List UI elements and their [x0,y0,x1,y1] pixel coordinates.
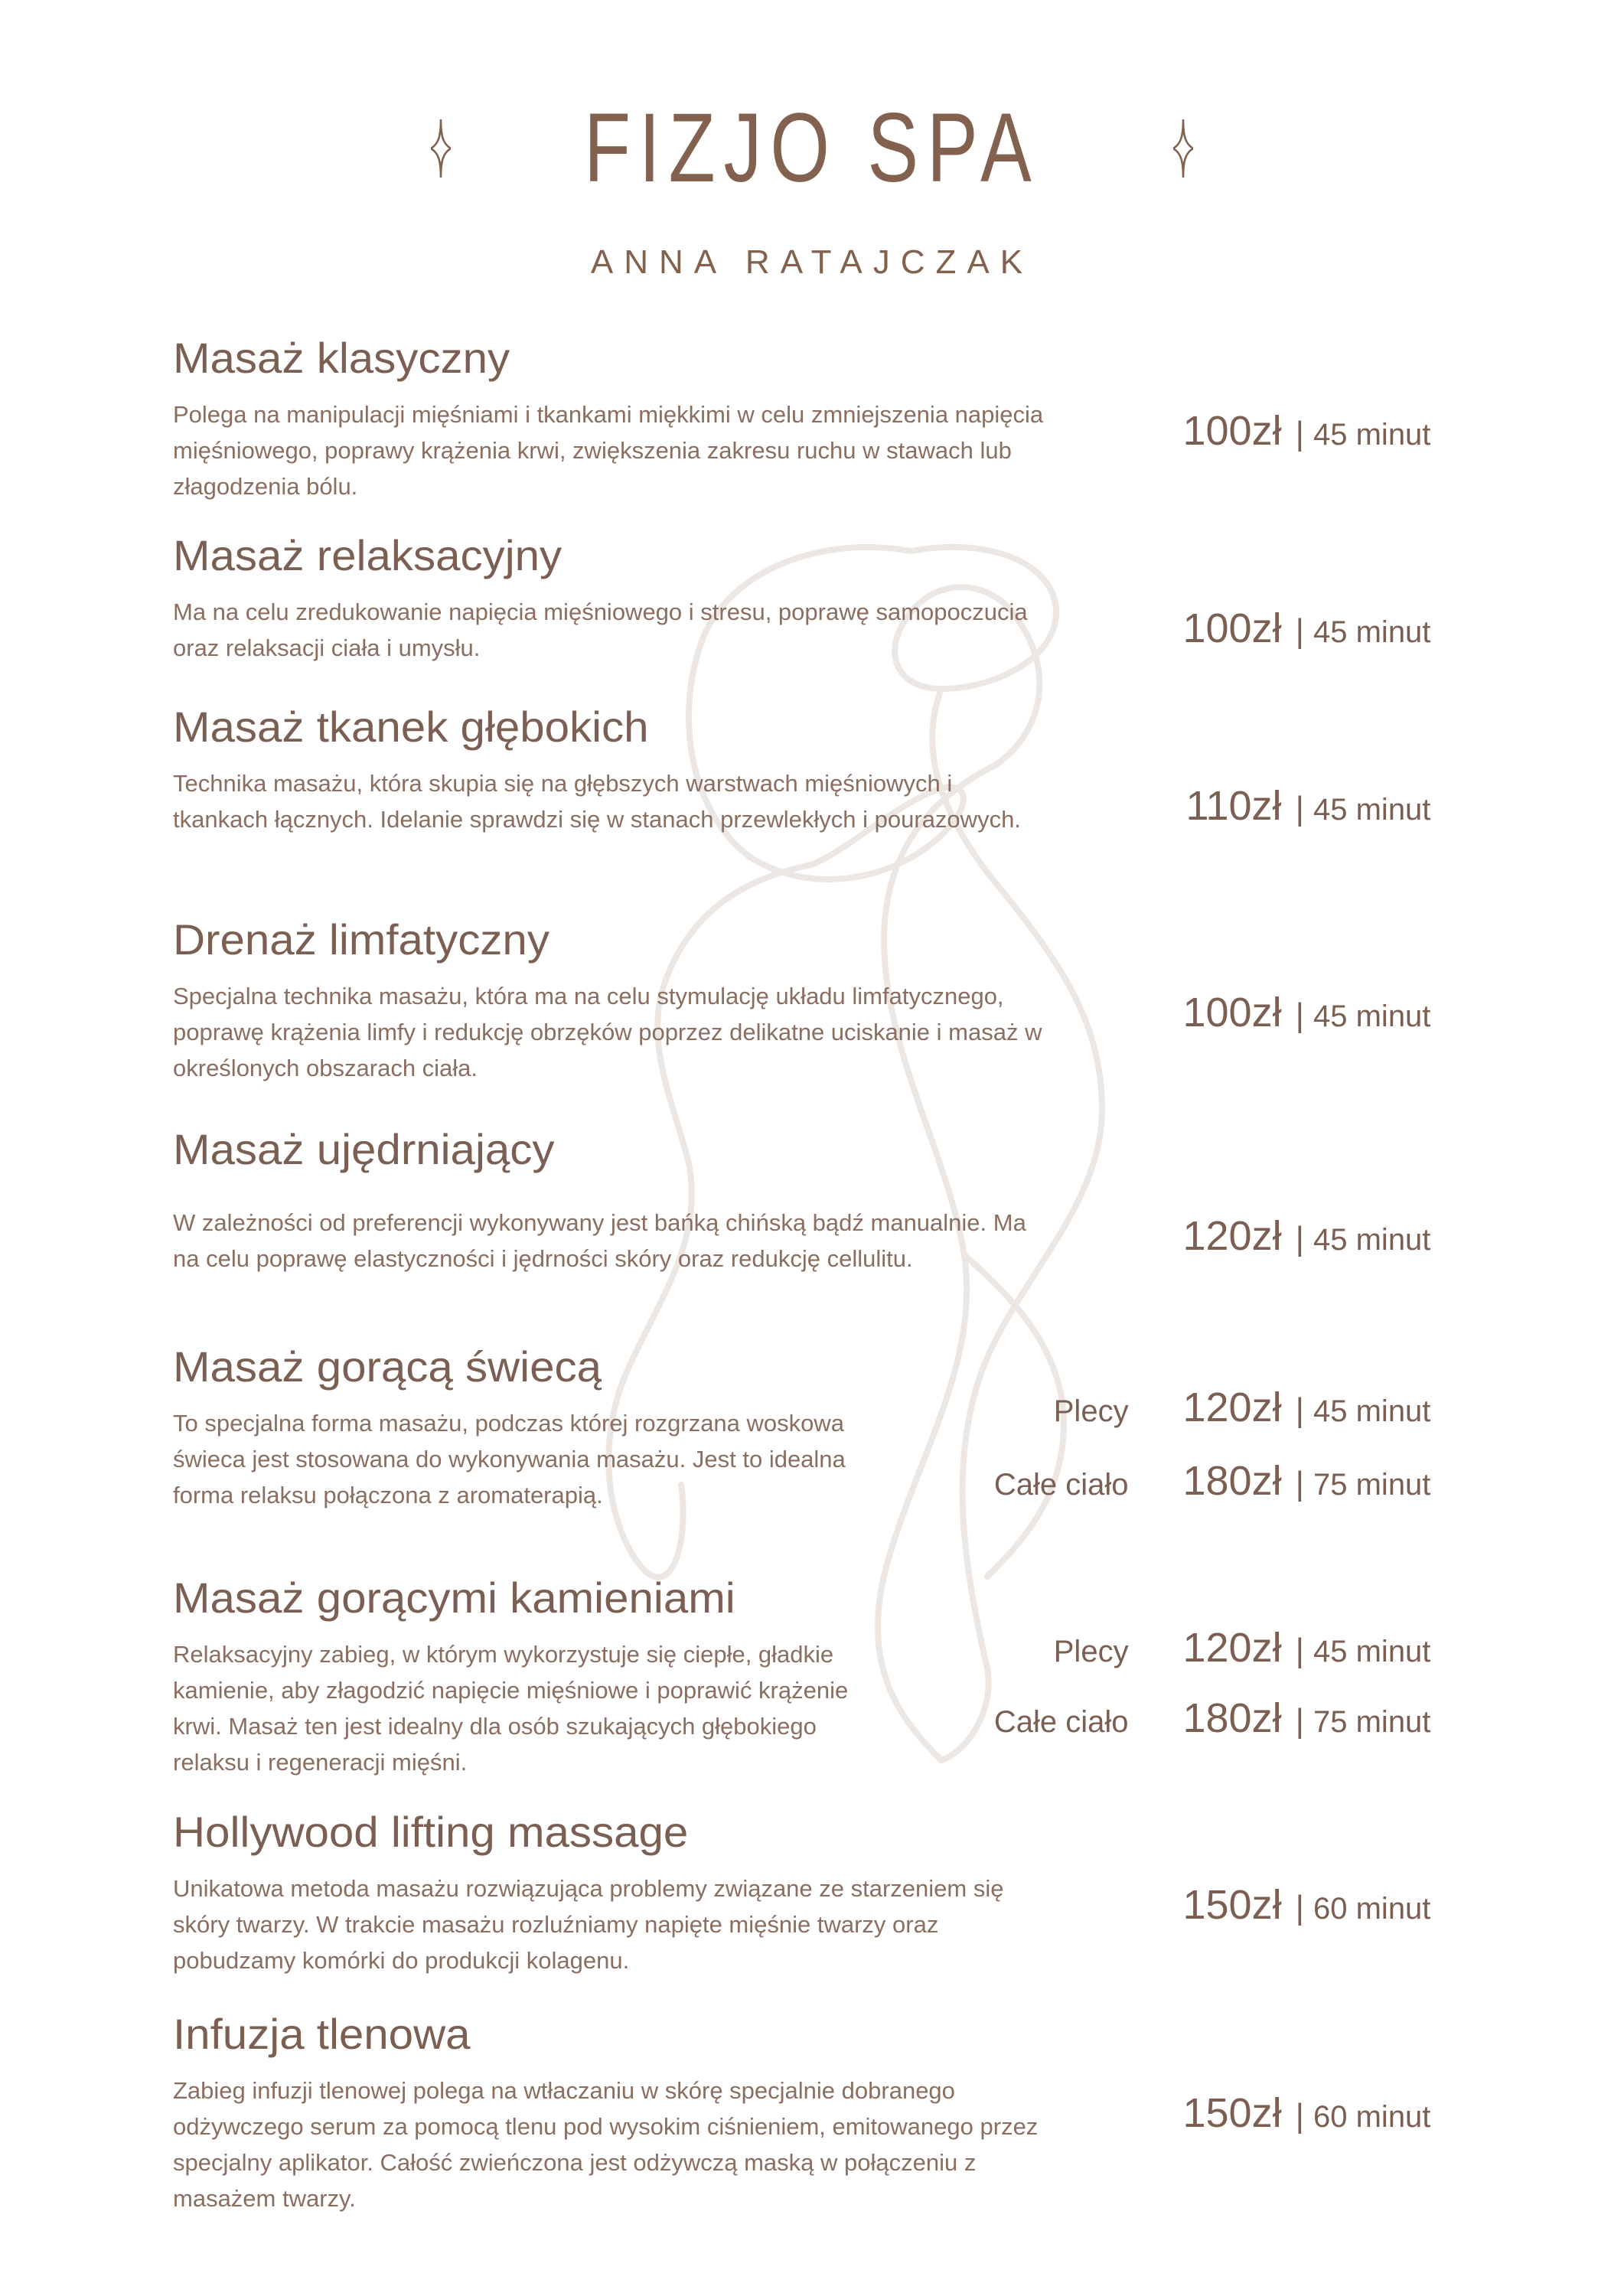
service-description: Specjalna technika masażu, która ma na celu stymulację układu limfatycznego, poprawę krążenia limfy i redukcję obrzęków poprzez delikatne uciskanie i masaż w określonych obszarach ciała. [173,983,1042,1081]
price: 180zł [1182,1695,1282,1741]
price: 100zł [1182,990,1282,1035]
price-variant: Plecy [1053,1635,1129,1668]
sparkle-icon [431,119,451,178]
service-description: Ma na celu zredukowanie napięcia mięśniowego i stresu, poprawę samopoczucia oraz relaksacji ciała i umysłu. [173,598,1028,661]
price-variant: Całe ciało [993,1705,1129,1739]
service-description: Technika masażu, która skupia się na głębszych warstwach mięśniowych i tkankach łącznych. Idelanie sprawdzi się w stanach przewlekłych i pourazowych. [173,770,1021,833]
duration: 45 minut [1313,418,1431,452]
price-row [1152,782,1474,830]
service-name: Drenaż limfatyczny [173,915,549,964]
duration: 60 minut [1313,2100,1431,2134]
separator: | [1295,1465,1304,1502]
price: 150zł [1182,2090,1282,2136]
price-row [994,1457,1474,1505]
service-description: Zabieg infuzji tlenowej polega na wtłaczaniu w skórę specjalnie dobranego odżywczego serum za pomocą tlenu pod wysokim ciśnieniem, emitowanego przez specjalny aplikator. Całość zwieńczona jest odżywczą maską w połączeniu z masażem twarzy. [173,2077,1039,2212]
service-description: Polega na manipulacji mięśniami i tkankami miękkimi w celu zmniejszenia napięcia mięśniowego, poprawy krążenia krwi, zwiększenia zakresu ruchu w stawach lub złagodzenia bólu. [173,401,1044,500]
duration: 60 minut [1313,1892,1431,1926]
separator: | [1295,612,1304,650]
page-title: FIZJO SPA [584,93,1040,203]
service-name: Masaż klasyczny [173,334,510,382]
price-row [1054,1624,1474,1671]
service-item [173,1342,1474,1513]
service-name: Hollywood lifting massage [173,1808,689,1856]
service-item [173,703,1474,837]
price: 180zł [1182,1458,1282,1504]
price: 100zł [1182,408,1282,454]
price-row [1152,989,1474,1036]
price-row [1152,605,1474,652]
duration: 75 minut [1313,1468,1431,1502]
separator: | [1295,1889,1304,1926]
price-row [994,1694,1474,1742]
duration: 75 minut [1313,1705,1431,1739]
header [0,93,1624,282]
service-item [173,1125,1474,1277]
owner-name: ANNA RATAJCZAK [590,243,1034,281]
service-name: Masaż ujędrniający [173,1125,555,1173]
title-row [0,93,1624,203]
separator: | [1295,2097,1304,2135]
duration: 45 minut [1313,793,1431,827]
separator: | [1295,996,1304,1034]
duration: 45 minut [1313,1635,1431,1668]
separator: | [1295,1391,1304,1429]
service-description: To specjalna forma masażu, podczas której rozgrzana woskowa świeca jest stosowana do wykonywania masażu. Jest to idealna forma relaksu połączona z aromaterapią. [173,1410,846,1508]
service-name: Infuzja tlenowa [173,2010,471,2058]
service-name: Masaż relaksacyjny [173,531,563,579]
service-item [173,1574,1474,1780]
separator: | [1295,415,1304,452]
price-row [1152,1881,1474,1929]
price-row [1152,1212,1474,1260]
service-name: Masaż gorącą świecą [173,1342,602,1391]
service-name: Masaż gorącymi kamieniami [173,1574,735,1622]
price: 120zł [1182,1213,1282,1259]
price-row [1152,2089,1474,2137]
separator: | [1295,1220,1304,1257]
separator: | [1295,1632,1304,1669]
service-item [173,531,1474,666]
price-variant: Plecy [1053,1394,1129,1428]
price-row [1054,1384,1474,1431]
price: 120zł [1182,1384,1282,1430]
price: 120zł [1182,1625,1282,1671]
price: 150zł [1182,1882,1282,1928]
duration: 45 minut [1313,1223,1431,1257]
service-item [173,2010,1474,2216]
price: 110zł [1185,783,1282,829]
price: 100zł [1182,605,1282,651]
duration: 45 minut [1313,1394,1431,1428]
separator: | [1295,1702,1304,1740]
service-name: Masaż tkanek głębokich [173,703,649,751]
service-description: W zależności od preferencji wykonywany jest bańką chińską bądź manualnie. Ma na celu poprawę elastyczności i jędrności skóry oraz redukcję cellulitu. [173,1209,1026,1272]
service-description: Relaksacyjny zabieg, w którym wykorzystuje się ciepłe, gładkie kamienie, aby złagodzić napięcie mięśniowe i poprawić krążenie krwi. Masaż ten jest idealny dla osób szukających głębokiego relaksu i regeneracji mięśni. [173,1641,849,1776]
sparkle-icon [1173,119,1193,178]
price-row [1152,407,1474,455]
duration: 45 minut [1313,615,1431,649]
service-item [173,1808,1474,1978]
separator: | [1295,790,1304,827]
service-item [173,334,1474,504]
service-item [173,915,1474,1086]
duration: 45 minut [1313,1000,1431,1033]
service-description: Unikatowa metoda masażu rozwiązująca problemy związane ze starzeniem się skóry twarzy. W trakcie masażu rozluźniamy napięte mięśnie twarzy oraz pobudzamy komórki do produkcji kolagenu. [173,1875,1004,1974]
price-variant: Całe ciało [993,1468,1129,1502]
